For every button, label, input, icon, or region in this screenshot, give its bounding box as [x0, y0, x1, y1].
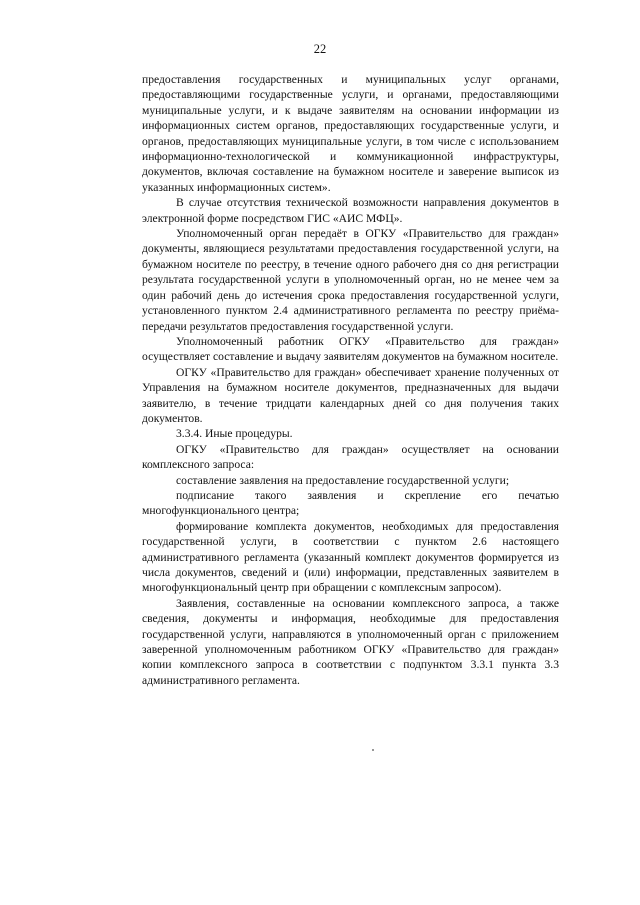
scan-speck — [372, 749, 374, 751]
list-item-1: составление заявления на предоставление государственной услуги; — [176, 473, 510, 487]
paragraph-1: предоставления государственных и муниципальных услуг органами, предоставляющими государственные услуги, и органами, предоставляющими муниципальные услуги, и к выдаче заявителям на основании информации из информационных систем органов, предоставляющих государственные услуги, и органов, предоставляющих муниципальные услуги, в том числе с использованием информационно-технологической и коммуникационной инфраструктуры, документов, включая составление на бумажном носителе и заверение выписок из указанных информационных систем». — [142, 73, 559, 194]
paragraph-11: Заявления, составленные на основании комплексного запроса, а также сведения, документы и информация, необходимые для предоставления государственной услуги, направляются в уполномоченный орган с приложением заверенной уполномоченным работником ОГКУ «Правительство для граждан» копии комплексного запроса в соответствии с подпунктом 3.3.1 пункта 3.3 административного регламента. — [142, 596, 559, 687]
page-number: 22 — [313, 42, 327, 56]
list-item-3: формирование комплекта документов, необходимых для предоставления государственной услуги, в соответствии с пунктом 2.6 настоящего административного регламента (указанный комплект документов формируется из числа документов, сведений и (или) информации, представленных заявителем в многофункциональный центр при обращении с комплексным запросом). — [142, 519, 559, 595]
paragraph-2: В случае отсутствия технической возможности направления документов в электронной форме посредством ГИС «АИС МФЦ». — [142, 196, 559, 225]
paragraph-4: Уполномоченный работник ОГКУ «Правительство для граждан» осуществляет составление и выдачу заявителям документов на бумажном носителе. — [142, 334, 559, 364]
paragraph-5: ОГКУ «Правительство для граждан» обеспечивает хранение полученных от Управления на бумажном носителе документов, предназначенных для выдачи заявителю, в течение тридцати календарных дней со дня получения таких документов. — [142, 365, 559, 425]
paragraph-3: Уполномоченный орган передаёт в ОГКУ «Правительство для граждан» документы, являющиеся результатами предоставления государственной услуги, на бумажном носителе по реестру, в течение одного рабочего дня со дня регистрации результата государственной услуги в уполномоченный орган, но не менее чем за один рабочий день до истечения срока предоставления государственной услуги, установленного пунктом 2.4 административного регламента по реестру приёма-передачи результатов предоставления государственной услуги. — [142, 227, 559, 333]
document-body — [142, 72, 559, 688]
paragraph-7: ОГКУ «Правительство для граждан» осуществляет на основании комплексного запроса: — [142, 442, 559, 472]
section-heading-3-3-4: 3.3.4. Иные процедуры. — [176, 427, 293, 441]
list-item-2: подписание такого заявления и скрепление его печатью многофункционального центра; — [142, 488, 559, 518]
